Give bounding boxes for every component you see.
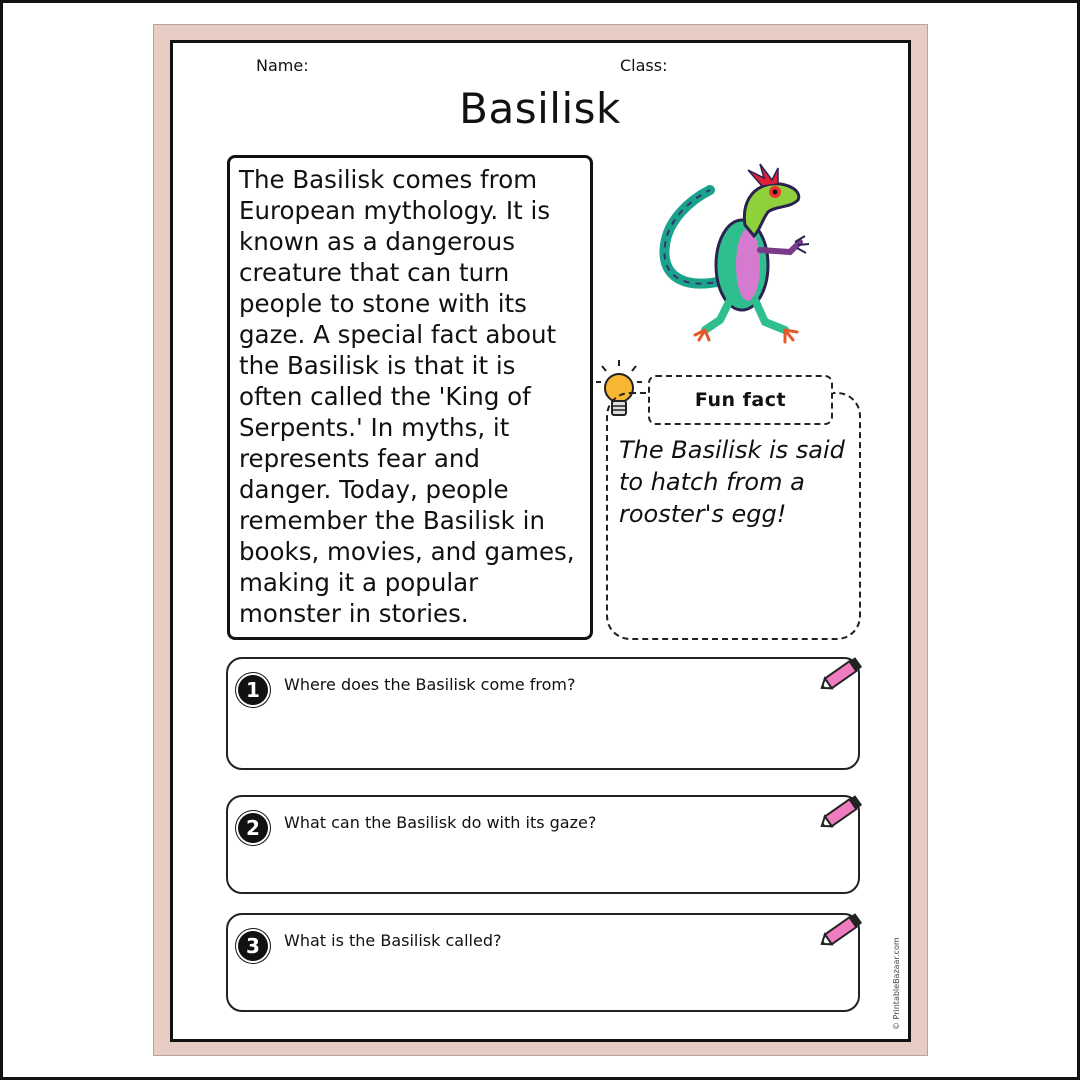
question-text-1: Where does the Basilisk come from? [284, 675, 576, 694]
pencil-icon [816, 651, 868, 699]
credit-text: © PrintableBazaar.com [892, 937, 901, 1030]
name-label: Name: [256, 56, 309, 75]
pencil-icon [816, 907, 868, 955]
question-text-3: What is the Basilisk called? [284, 931, 502, 950]
class-label: Class: [620, 56, 668, 75]
reading-passage: The Basilisk comes from European mythology. It is known as a dangerous creature that can turn people to stone with its gaze. A special fact about the Basilisk is that it is often called the 'King of Serpents.' In myths, it represents fear and danger. Today, people remember the Basilisk in books, movies, and games, making it a popular monster in stories. [227, 155, 593, 640]
question-box-1[interactable] [226, 657, 860, 770]
page-title: Basilisk [459, 84, 621, 133]
question-number-3: 3 [238, 931, 268, 961]
question-box-2[interactable] [226, 795, 860, 894]
question-box-3[interactable] [226, 913, 860, 1012]
fun-fact-text: The Basilisk is said to hatch from a rooster's egg! [619, 436, 845, 528]
question-number-2: 2 [238, 813, 268, 843]
fun-fact-heading: Fun fact [648, 375, 833, 425]
basilisk-illustration-icon [650, 160, 820, 350]
pencil-icon [816, 789, 868, 837]
question-text-2: What can the Basilisk do with its gaze? [284, 813, 597, 832]
question-number-1: 1 [238, 675, 268, 705]
